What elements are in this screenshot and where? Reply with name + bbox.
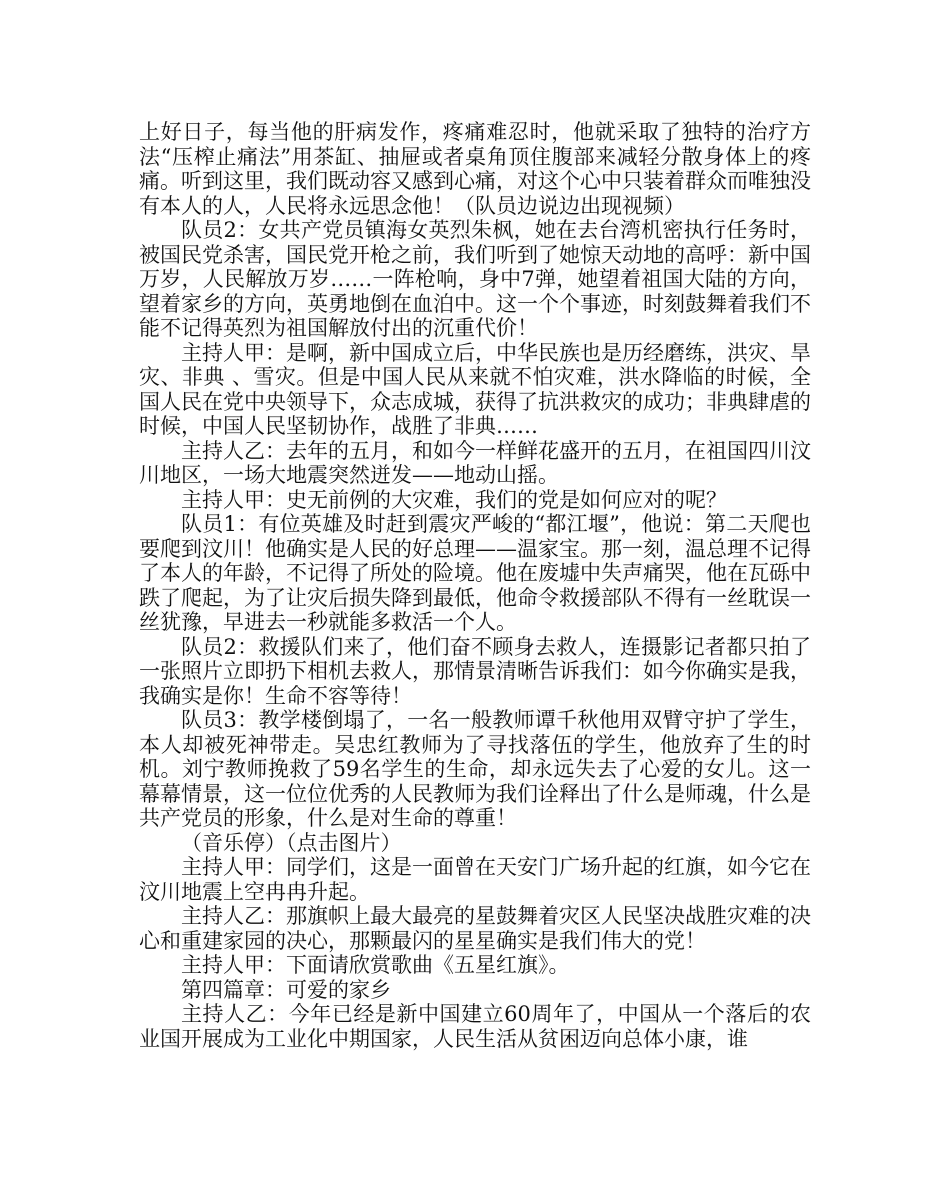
paragraph-6: 队员1：有位英雄及时赶到震灾严峻的“都江堰”，他说：第二天爬也要爬到汶川！他确实是人民的好总理——温家宝。那一刻，温总理不记得了本人的年龄，不记得了所处的险境。他在废墟中失声痛哭，他在瓦砾中跌了爬起，为了让灾后损失降到最低，他命令救援部队不得有一丝耽误一丝犹豫，早进去一秒就能多救活一个人。 xyxy=(139,512,811,634)
paragraph-9: （音乐停）（点击图片） xyxy=(181,830,402,855)
paragraph-4: 主持人乙：去年的五月，和如今一样鲜花盛开的五月，在祖国四川汶川地区，一场大地震突然迸发——地动山摇。 xyxy=(139,438,811,487)
paragraph-3: 主持人甲：是啊，新中国成立后，中华民族也是历经磨练，洪灾、旱灾、非典 、雪灾。但是中国人民从来就不怕灾难，洪水降临的时候，全国人民在党中央领导下，众志成城，获得了抗洪救灾的成功；非典肆虐的时候，中国人民坚韧协作，战胜了非典…… xyxy=(139,340,811,438)
paragraph-11: 主持人乙：那旗帜上最大最亮的星鼓舞着灾区人民坚决战胜灾难的决心和重建家园的决心，那颗最闪的星星确实是我们伟大的党！ xyxy=(139,904,811,953)
paragraph-12: 主持人甲：下面请欣赏歌曲《五星红旗》。 xyxy=(181,953,570,977)
paragraph-1: 上好日子，每当他的肝病发作，疼痛难忍时，他就采取了独特的治疗方法“压榨止痛法”用茶缸、抽屉或者桌角顶住腹部来减轻分散身体上的疼痛。听到这里，我们既动容又感到心痛，对这个心中只装着群众而唯独没有本人的人，人民将永远思念他！（队员边说边出现视频） xyxy=(139,120,811,218)
document-page xyxy=(139,120,811,1051)
paragraph-10: 主持人甲：同学们，这是一面曾在天安门广场升起的红旗，如今它在汶川地震上空冉冉升起。 xyxy=(139,855,811,904)
paragraph-5: 主持人甲：史无前例的大灾难，我们的党是如何应对的呢？ xyxy=(181,487,727,512)
paragraph-14: 主持人乙：今年已经是新中国建立60周年了，中国从一个落后的农业国开展成为工业化中期国家，人民生活从贫困迈向总体小康，谁 xyxy=(139,1002,811,1051)
paragraph-7: 队员2：救援队们来了，他们奋不顾身去救人，连摄影记者都只拍了一张照片立即扔下相机去救人，那情景清晰告诉我们：如今你确实是我，我确实是你！生命不容等待！ xyxy=(139,634,811,708)
section-heading: 第四篇章：可爱的家乡 xyxy=(181,977,391,1002)
paragraph-2: 队员2：女共产党员镇海女英烈朱枫，她在去台湾机密执行任务时，被国民党杀害，国民党开枪之前，我们听到了她惊天动地的高呼：新中国万岁，人民解放万岁……一阵枪响，身中7弹，她望着祖国大陆的方向，望着家乡的方向，英勇地倒在血泊中。这一个个事迹，时刻鼓舞着我们不能不记得英烈为祖国解放付出的沉重代价！ xyxy=(139,218,811,340)
paragraph-8: 队员3：教学楼倒塌了，一名一般教师谭千秋他用双臂守护了学生，本人却被死神带走。吴忠红教师为了寻找落伍的学生，他放弃了生的时机。刘宁教师挽救了59名学生的生命，却永远失去了心爱的女儿。这一幕幕情景，这一位位优秀的人民教师为我们诠释出了什么是师魂，什么是共产党员的形象，什么是对生命的尊重！ xyxy=(139,708,811,830)
